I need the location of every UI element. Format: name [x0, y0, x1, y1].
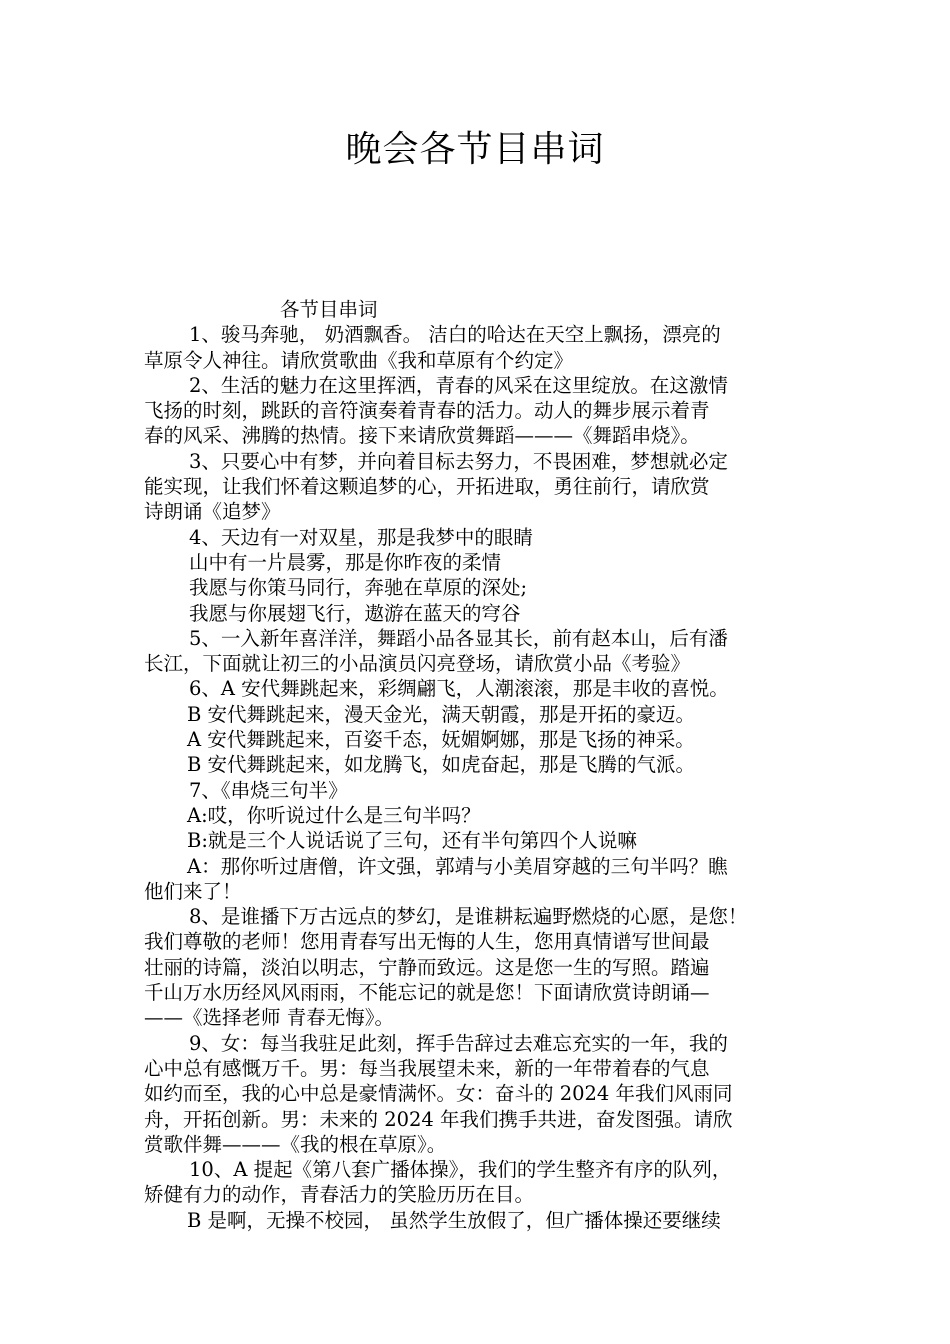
paragraph-line: 7、《串烧三句半》 [189, 778, 348, 802]
paragraph-line: 长江，下面就让初三的小品演员闪亮登场，请欣赏小品《考验》 [144, 652, 691, 676]
paragraph-line: 春的风采、沸腾的热情。接下来请欣赏舞蹈———《舞蹈串烧》。 [144, 424, 700, 448]
paragraph-line: 舟，开拓创新。男：未来的 2024 年我们携手共进，奋发图强。请欣 [144, 1107, 733, 1131]
paragraph-line: 壮丽的诗篇，淡泊以明志，宁静而致远。这是您一生的写照。踏遍 [144, 955, 710, 979]
paragraph-line: B 安代舞跳起来，漫天金光，满天朝霞，那是开拓的豪迈。 [187, 702, 696, 726]
paragraph-line: ——《选择老师 青春无悔》。 [144, 1006, 394, 1030]
paragraph-line: 赏歌伴舞———《我的根在草原》。 [144, 1132, 447, 1156]
paragraph-line: 2、生活的魅力在这里挥洒，青春的风采在这里绽放。在这激情 [189, 373, 728, 397]
paragraph-line: 3、只要心中有梦，并向着目标去努力，不畏困难，梦想就必定 [189, 449, 728, 473]
paragraph-line: 矫健有力的动作，青春活力的笑脸历历在目。 [144, 1183, 535, 1207]
paragraph-line: 飞扬的时刻，跳跃的音符演奏着青春的活力。动人的舞步展示着青 [144, 399, 710, 423]
paragraph-line: B 是啊，无操不校园， 虽然学生放假了，但广播体操还要继续 [187, 1208, 721, 1232]
paragraph-line: 草原令人神往。请欣赏歌曲《我和草原有个约定》 [144, 348, 574, 372]
paragraph-line: 6、A 安代舞跳起来，彩绸翩飞，人潮滚滚，那是丰收的喜悦。 [189, 677, 729, 701]
paragraph-line: 诗朗诵《追梦》 [144, 500, 281, 524]
paragraph-line: 如约而至，我的心中总是豪情满怀。女：奋斗的 2024 年我们风雨同 [144, 1082, 733, 1106]
paragraph-line: 5、一入新年喜洋洋，舞蹈小品各显其长，前有赵本山，后有潘 [189, 626, 728, 650]
paragraph-line: 1、骏马奔驰， 奶酒飘香。 洁白的哈达在天空上飘扬，漂亮的 [189, 323, 721, 347]
section-subtitle: 各节目串词 [280, 298, 378, 321]
paragraph-line: 他们来了！ [144, 879, 242, 903]
document-body [144, 297, 834, 1233]
paragraph-line: 我愿与你展翅飞行，遨游在蓝天的穹谷 [189, 601, 521, 625]
paragraph-line: 能实现，让我们怀着这颗追梦的心，开拓进取，勇往前行，请欣赏 [144, 475, 710, 499]
paragraph-line: B:就是三个人说话说了三句，还有半句第四个人说嘛 [187, 829, 637, 853]
paragraph-line: B 安代舞跳起来，如龙腾飞，如虎奋起，那是飞腾的气派。 [187, 753, 696, 777]
paragraph-line: 千山万水历经风风雨雨，不能忘记的就是您！下面请欣赏诗朗诵— [144, 981, 710, 1005]
paragraph-line: A:哎，你听说过什么是三句半吗？ [187, 803, 481, 827]
paragraph-line: A：那你听过唐僧，许文强，郭靖与小美眉穿越的三句半吗？瞧 [187, 854, 728, 878]
page-title: 晚会各节目串词 [345, 129, 605, 170]
paragraph-line: A 安代舞跳起来，百姿千态，妩媚婀娜，那是飞扬的神采。 [187, 728, 695, 752]
paragraph-line: 4、天边有一对双星，那是我梦中的眼睛 [189, 525, 533, 549]
paragraph-line: 8、是谁播下万古远点的梦幻，是谁耕耘遍野燃烧的心愿，是您！ [189, 905, 748, 929]
paragraph-line: 10、A 提起《第八套广播体操》，我们的学生整齐有序的队列， [189, 1158, 732, 1182]
paragraph-line: 9、女：每当我驻足此刻，挥手告辞过去难忘充实的一年，我的 [189, 1031, 728, 1055]
paragraph-line: 心中总有感慨万千。男：每当我展望未来，新的一年带着春的气息 [144, 1056, 710, 1080]
paragraph-line: 山中有一片晨雾，那是你昨夜的柔情 [189, 550, 502, 574]
paragraph-line: 我愿与你策马同行，奔驰在草原的深处; [189, 576, 528, 600]
paragraph-line: 我们尊敬的老师！您用青春写出无悔的人生，您用真情谱写世间最 [144, 930, 710, 954]
